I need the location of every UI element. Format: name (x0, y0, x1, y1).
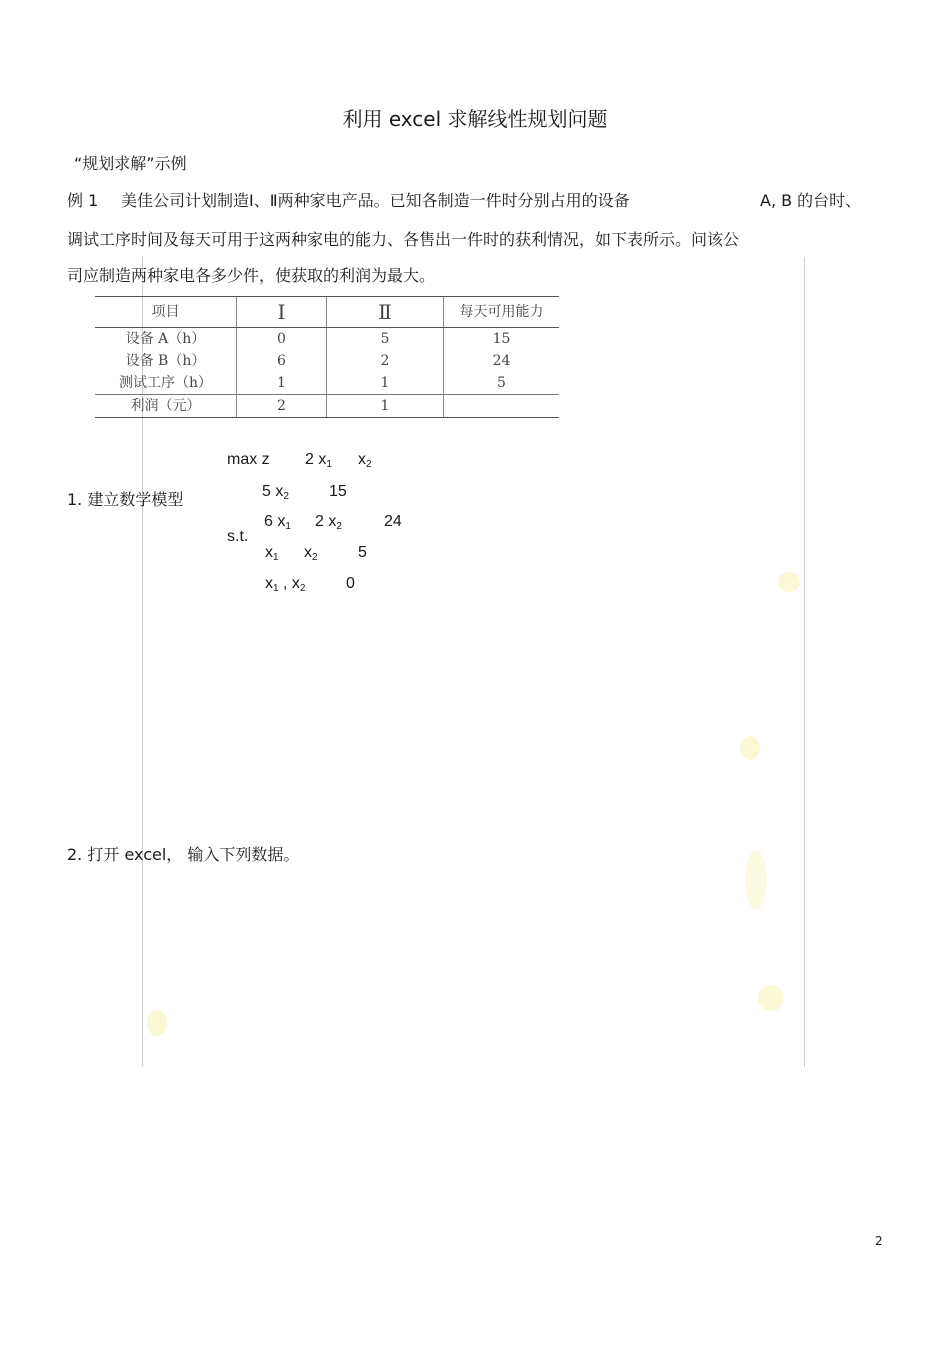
table-header-cell: 项目 (95, 297, 237, 328)
constraint-3-rhs: 5 (358, 544, 367, 561)
table-row (95, 395, 559, 418)
table-header-cell: 每天可用能力 (444, 297, 560, 328)
table-cell: 1 (237, 372, 327, 395)
table-cell: 6 (237, 350, 327, 372)
table-row (95, 372, 559, 395)
step-1-heading: 1. 建立数学模型 (67, 490, 184, 509)
step-2-heading: 2. 打开 excel， 输入下列数据。 (67, 845, 300, 864)
table-header-cell: Ⅱ (327, 297, 444, 328)
table-header-row (95, 297, 559, 328)
table-cell: 1 (327, 395, 444, 418)
table-cell: 15 (444, 328, 560, 351)
table-cell: 1 (327, 372, 444, 395)
table-cell: 设备 B（h） (125, 353, 206, 369)
objective-term-2: x2 (358, 451, 372, 470)
example-line-1: 美佳公司计划制造Ⅰ、Ⅱ两种家电产品。已知各制造一件时分别占用的设备 (121, 191, 630, 210)
table-cell: 设备 A（h） (125, 331, 206, 347)
watermark-spot (758, 985, 784, 1011)
constraint-1-rhs: 15 (329, 483, 347, 500)
table-cell: 2 (327, 350, 444, 372)
example-label: 例 1 (67, 191, 99, 210)
table-cell: 0 (237, 328, 327, 351)
section-subtitle: “规划求解”示例 (74, 154, 187, 173)
table-cell (444, 395, 560, 418)
table-row (95, 328, 559, 351)
watermark-spot (778, 572, 800, 592)
constraint-2-term-1: 6 x1 (264, 513, 291, 532)
data-table (95, 296, 559, 418)
page-number: 2 (875, 1234, 883, 1248)
table-cell: 24 (444, 350, 560, 372)
constraint-1-lhs: 5 x2 (262, 483, 289, 502)
watermark-spot (740, 736, 760, 760)
nonnegativity-rhs: 0 (346, 575, 355, 592)
constraint-3-term-2: x2 (304, 544, 318, 563)
page-title: 利用 excel 求解线性规划问题 (342, 107, 608, 131)
table-cell: 利润（元） (95, 395, 237, 418)
objective-term-1: 2 x1 (305, 451, 332, 470)
watermark-spot (147, 1010, 167, 1036)
constraint-3-term-1: x1 (265, 544, 279, 563)
table-row (95, 350, 559, 372)
constraint-2-rhs: 24 (384, 513, 402, 530)
objective-label: max z (227, 451, 270, 468)
table-cell: 测试工序（h） (118, 375, 213, 391)
example-line-3: 司应制造两种家电各多少件，使获取的利润为最大。 (67, 266, 436, 285)
table-header-cell: Ⅰ (237, 297, 327, 328)
watermark-spot (745, 850, 767, 910)
table-cell: 5 (327, 328, 444, 351)
example-line-1-tail: A, B 的台时、 (760, 191, 862, 210)
table-cell: 5 (444, 372, 560, 395)
subject-to-label: s.t. (227, 528, 249, 545)
nonnegativity-vars: x1 , x2 (265, 575, 306, 594)
constraint-2-term-2: 2 x2 (315, 513, 342, 532)
example-line-2: 调试工序时间及每天可用于这两种家电的能力、各售出一件时的获利情况，如下表所示。问该公 (67, 230, 740, 249)
table-cell: 2 (237, 395, 327, 418)
